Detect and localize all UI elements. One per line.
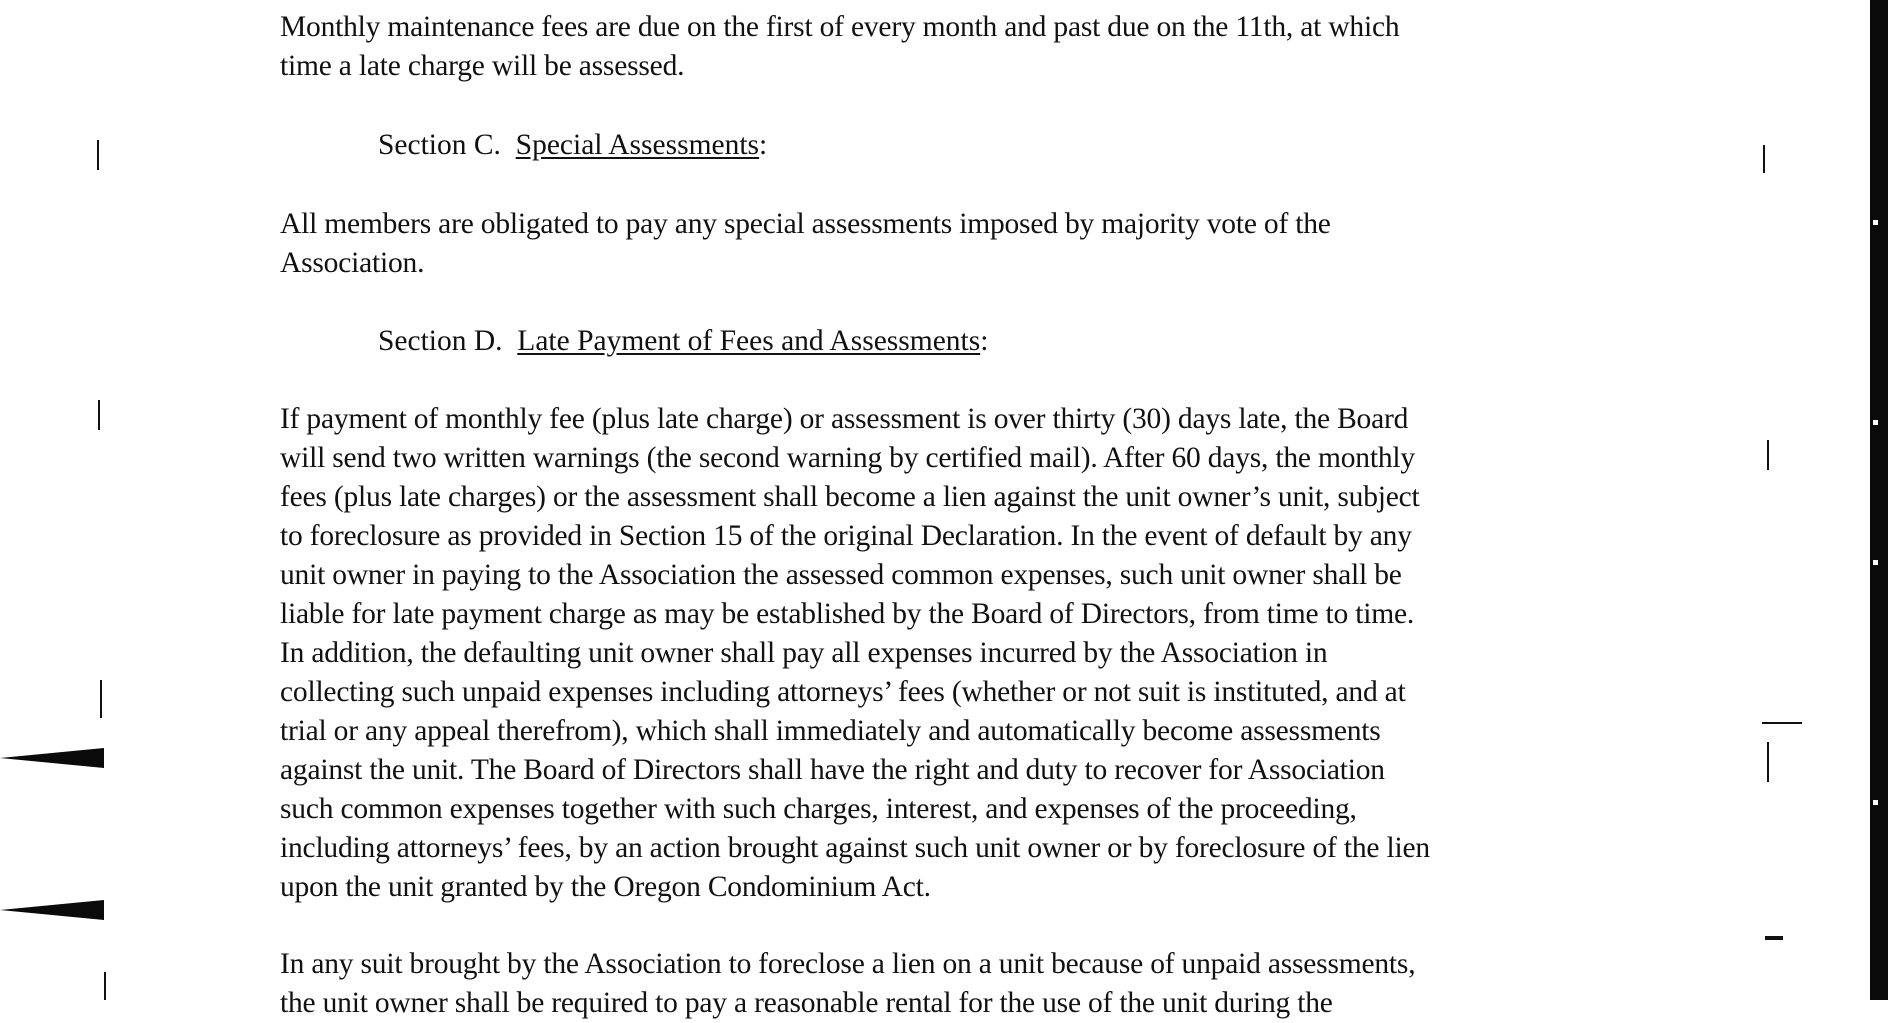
text-line: All members are obligated to pay any special assessments imposed by majority vote of the [280,208,1331,240]
heading-colon: : [759,129,768,161]
text-line: such common expenses together with such charges, interest, and expenses of the proceeding, [280,793,1357,825]
paragraph-monthly-fees [280,8,1600,86]
text-line: Association. [280,247,425,279]
section-c-heading [378,126,767,165]
scan-wedge [0,900,104,920]
text-line: In addition, the defaulting unit owner shall pay all expenses incurred by the Association in [280,637,1328,669]
text-line: against the unit. The Board of Directors shall have the right and duty to recover for Association [280,754,1385,786]
scan-dot [1873,800,1878,805]
text-line: upon the unit granted by the Oregon Condominium Act. [280,871,931,903]
text-line: the unit owner shall be required to pay a reasonable rental for the use of the unit during the [280,987,1333,1019]
text-line: liable for late payment charge as may be established by the Board of Directors, from time to time. [280,598,1415,630]
heading-colon: : [980,325,989,357]
scan-wedge [0,748,104,768]
text-line: trial or any appeal therefrom), which shall immediately and automatically become assessments [280,715,1381,747]
text-line: If payment of monthly fee (plus late charge) or assessment is over thirty (30) days late, the Board [280,403,1409,435]
scan-edge-bar [1870,0,1888,1000]
scan-dot [1873,560,1878,565]
text-line: to foreclosure as provided in Section 15 of the original Declaration. In the event of default by any [280,520,1412,552]
text-line: collecting such unpaid expenses including attorneys’ fees (whether or not suit is instituted, and at [280,676,1406,708]
scan-mark [100,680,102,718]
scan-mark [1763,145,1765,173]
paragraph-special-assessments [280,205,1600,283]
text-line: In any suit brought by the Association to foreclose a lien on a unit because of unpaid assessments, [280,948,1416,980]
section-d-heading [378,322,988,361]
paragraph-late-payment [280,400,1600,907]
text-line: fees (plus late charges) or the assessment shall become a lien against the unit owner’s unit, subject [280,481,1420,513]
scan-mark [97,140,99,170]
scan-mark [1762,722,1802,724]
text-line: including attorneys’ fees, by an action brought against such unit owner or by foreclosure of the lien [280,832,1430,864]
text-line: Monthly maintenance fees are due on the first of every month and past due on the 11th, at which [280,11,1400,43]
scan-dot [1873,220,1878,225]
text-line: unit owner in paying to the Association the assessed common expenses, such unit owner shall be [280,559,1402,591]
scan-mark [1767,742,1769,782]
text-line: will send two written warnings (the second warning by certified mail). After 60 days, the monthly [280,442,1415,474]
scan-mark [104,972,106,1000]
section-label: Section C. [378,129,501,161]
scan-mark [1767,440,1769,470]
text-line: time a late charge will be assessed. [280,50,685,82]
scan-mark [98,400,100,430]
section-title: Special Assessments [515,129,760,161]
paragraph-foreclosure-suit [280,945,1600,1023]
section-title: Late Payment of Fees and Assessments [517,325,981,357]
scan-mark [1765,936,1783,940]
scan-dot [1873,420,1878,425]
section-label: Section D. [378,325,503,357]
